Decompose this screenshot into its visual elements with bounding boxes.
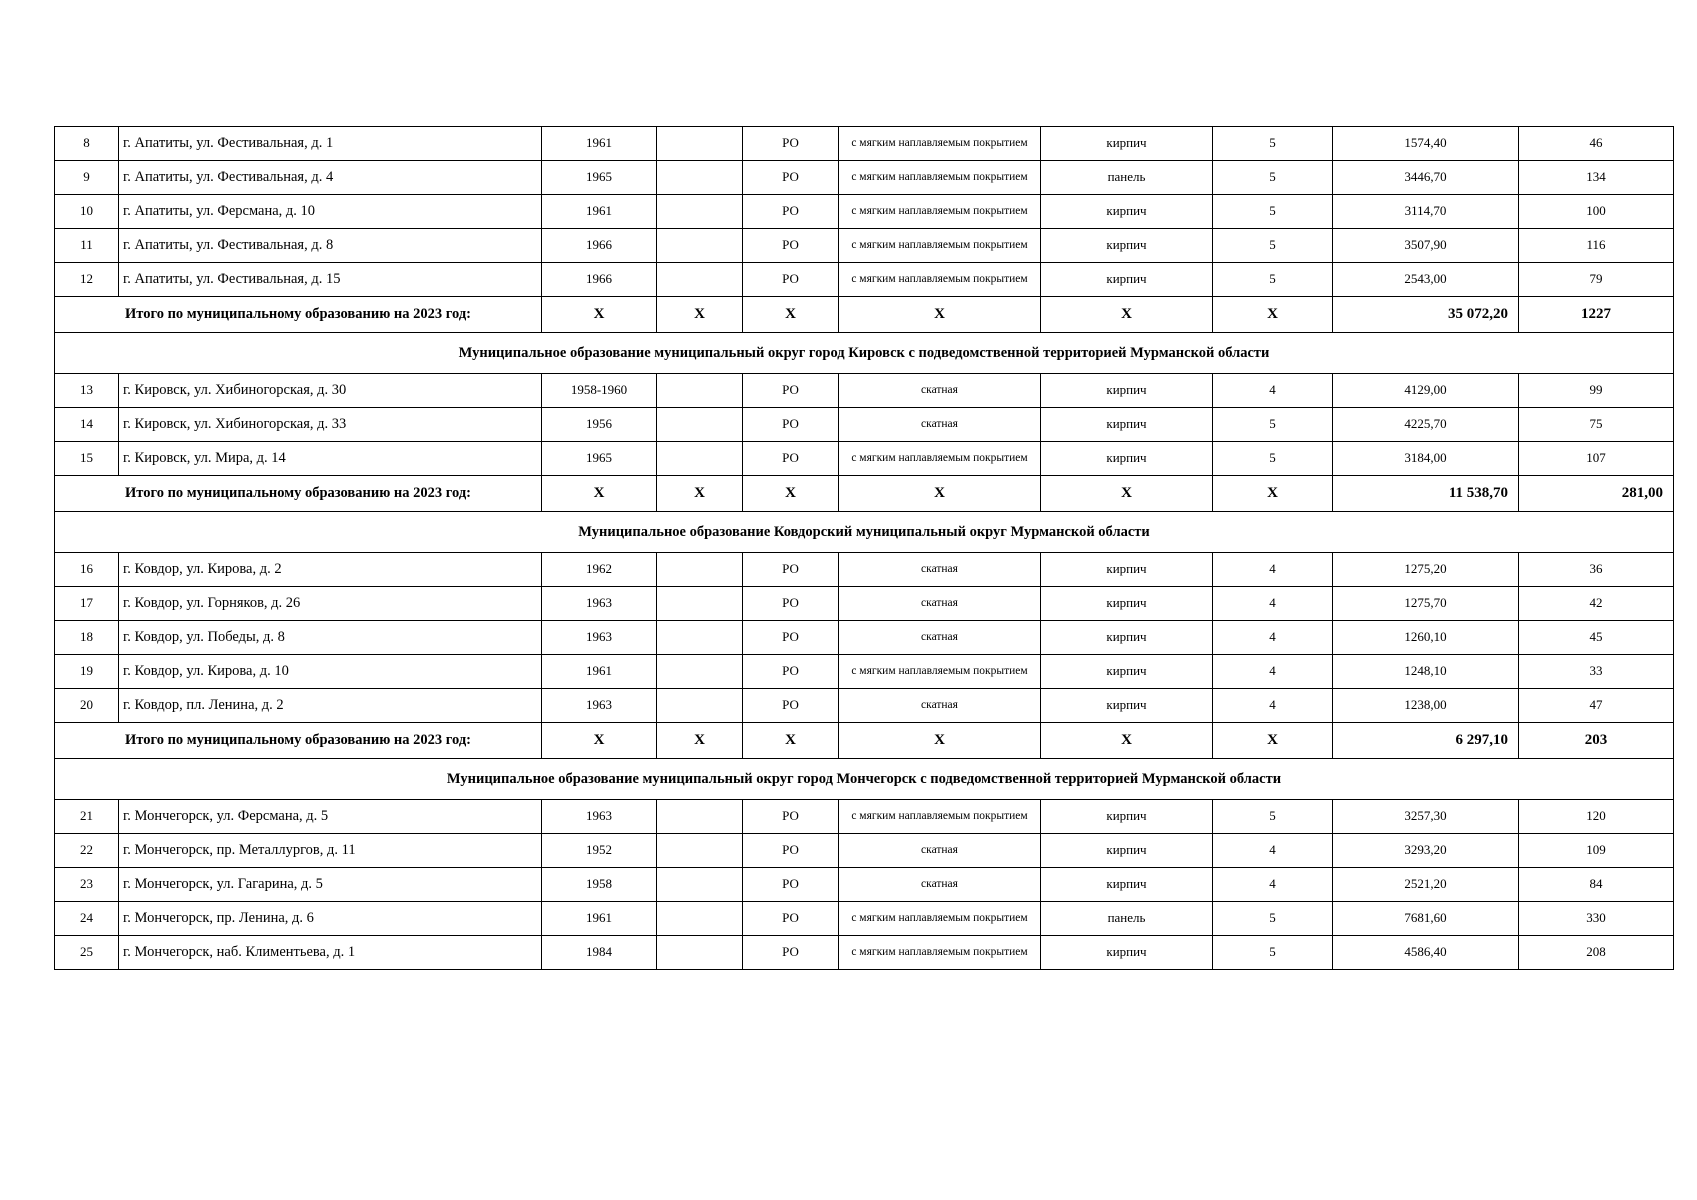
address-cell: г. Ковдор, ул. Победы, д. 8 (119, 621, 542, 655)
row-number-cell: 10 (55, 195, 119, 229)
roof-type-cell: скатная (839, 587, 1041, 621)
roof-type-cell: скатная (839, 553, 1041, 587)
area-cell: 7681,60 (1333, 902, 1519, 936)
address-cell: г. Мончегорск, пр. Ленина, д. 6 (119, 902, 542, 936)
section-title: Муниципальное образование муниципальный округ город Кировск с подведомственной территорией Мурманской области (55, 333, 1674, 374)
roof-type-cell: с мягким наплавляемым покрытием (839, 442, 1041, 476)
wall-material-cell: кирпич (1041, 553, 1213, 587)
section-title: Муниципальное образование муниципальный округ город Мончегорск с подведомственной территорией Мурманской области (55, 759, 1674, 800)
total-x-cell: X (542, 476, 657, 512)
table-row (55, 587, 1674, 621)
address-cell: г. Апатиты, ул. Ферсмана, д. 10 (119, 195, 542, 229)
row-number-cell: 23 (55, 868, 119, 902)
table-row (55, 229, 1674, 263)
roof-type-cell: с мягким наплавляемым покрытием (839, 127, 1041, 161)
roof-type-cell: скатная (839, 689, 1041, 723)
total-x-cell: X (743, 476, 839, 512)
floors-cell: 5 (1213, 800, 1333, 834)
floors-cell: 5 (1213, 195, 1333, 229)
table-row (55, 834, 1674, 868)
roof-type-cell: скатная (839, 374, 1041, 408)
empty-cell (657, 621, 743, 655)
wall-material-cell: панель (1041, 161, 1213, 195)
roof-type-cell: скатная (839, 834, 1041, 868)
table-row (55, 621, 1674, 655)
total-row (55, 297, 1674, 333)
row-number-cell: 15 (55, 442, 119, 476)
area-cell: 3257,30 (1333, 800, 1519, 834)
area-cell: 3114,70 (1333, 195, 1519, 229)
total-x-cell: X (657, 297, 743, 333)
address-cell: г. Мончегорск, ул. Гагарина, д. 5 (119, 868, 542, 902)
table-row (55, 374, 1674, 408)
year-cell: 1966 (542, 263, 657, 297)
floors-cell: 5 (1213, 442, 1333, 476)
wall-material-cell: кирпич (1041, 127, 1213, 161)
total-x-cell: X (657, 476, 743, 512)
area-cell: 3446,70 (1333, 161, 1519, 195)
address-cell: г. Мончегорск, наб. Климентьева, д. 1 (119, 936, 542, 970)
total-x-cell: X (542, 297, 657, 333)
total-area-cell: 11 538,70 (1333, 476, 1519, 512)
method-cell: РО (743, 587, 839, 621)
row-number-cell: 19 (55, 655, 119, 689)
roof-type-cell: скатная (839, 868, 1041, 902)
table-row (55, 408, 1674, 442)
year-cell: 1963 (542, 621, 657, 655)
residents-cell: 36 (1519, 553, 1674, 587)
row-number-cell: 24 (55, 902, 119, 936)
method-cell: РО (743, 689, 839, 723)
area-cell: 4586,40 (1333, 936, 1519, 970)
residents-cell: 109 (1519, 834, 1674, 868)
total-x-cell: X (542, 723, 657, 759)
area-cell: 1275,20 (1333, 553, 1519, 587)
floors-cell: 5 (1213, 127, 1333, 161)
address-cell: г. Кировск, ул. Хибиногорская, д. 30 (119, 374, 542, 408)
roof-type-cell: с мягким наплавляемым покрытием (839, 800, 1041, 834)
row-number-cell: 16 (55, 553, 119, 587)
roof-type-cell: с мягким наплавляемым покрытием (839, 263, 1041, 297)
floors-cell: 4 (1213, 621, 1333, 655)
residents-cell: 84 (1519, 868, 1674, 902)
method-cell: РО (743, 442, 839, 476)
empty-cell (657, 408, 743, 442)
residents-cell: 134 (1519, 161, 1674, 195)
roof-type-cell: с мягким наплавляемым покрытием (839, 902, 1041, 936)
residents-cell: 99 (1519, 374, 1674, 408)
floors-cell: 5 (1213, 902, 1333, 936)
total-x-cell: X (1041, 723, 1213, 759)
section-header-row (55, 512, 1674, 553)
row-number-cell: 12 (55, 263, 119, 297)
method-cell: РО (743, 263, 839, 297)
empty-cell (657, 442, 743, 476)
total-x-cell: X (743, 297, 839, 333)
method-cell: РО (743, 408, 839, 442)
residents-cell: 120 (1519, 800, 1674, 834)
year-cell: 1961 (542, 195, 657, 229)
total-residents-cell: 281,00 (1519, 476, 1674, 512)
wall-material-cell: кирпич (1041, 263, 1213, 297)
section-title: Муниципальное образование Ковдорский муниципальный округ Мурманской области (55, 512, 1674, 553)
empty-cell (657, 195, 743, 229)
row-number-cell: 14 (55, 408, 119, 442)
total-x-cell: X (1213, 723, 1333, 759)
table-row (55, 195, 1674, 229)
method-cell: РО (743, 621, 839, 655)
area-cell: 3507,90 (1333, 229, 1519, 263)
floors-cell: 4 (1213, 655, 1333, 689)
total-label: Итого по муниципальному образованию на 2023 год: (55, 723, 542, 759)
empty-cell (657, 161, 743, 195)
floors-cell: 5 (1213, 263, 1333, 297)
total-label: Итого по муниципальному образованию на 2023 год: (55, 476, 542, 512)
row-number-cell: 25 (55, 936, 119, 970)
address-cell: г. Апатиты, ул. Фестивальная, д. 15 (119, 263, 542, 297)
year-cell: 1963 (542, 800, 657, 834)
table-row (55, 442, 1674, 476)
floors-cell: 4 (1213, 374, 1333, 408)
total-area-cell: 6 297,10 (1333, 723, 1519, 759)
table-row (55, 689, 1674, 723)
empty-cell (657, 800, 743, 834)
method-cell: РО (743, 902, 839, 936)
section-header-row (55, 333, 1674, 374)
address-cell: г. Кировск, ул. Мира, д. 14 (119, 442, 542, 476)
method-cell: РО (743, 195, 839, 229)
year-cell: 1961 (542, 655, 657, 689)
area-cell: 2543,00 (1333, 263, 1519, 297)
wall-material-cell: кирпич (1041, 834, 1213, 868)
total-residents-cell: 1227 (1519, 297, 1674, 333)
floors-cell: 4 (1213, 689, 1333, 723)
empty-cell (657, 127, 743, 161)
table-row (55, 800, 1674, 834)
row-number-cell: 22 (55, 834, 119, 868)
total-x-cell: X (1041, 476, 1213, 512)
address-cell: г. Ковдор, пл. Ленина, д. 2 (119, 689, 542, 723)
wall-material-cell: кирпич (1041, 195, 1213, 229)
address-cell: г. Ковдор, ул. Кирова, д. 2 (119, 553, 542, 587)
year-cell: 1958 (542, 868, 657, 902)
table-row (55, 553, 1674, 587)
table-row (55, 127, 1674, 161)
area-cell: 1248,10 (1333, 655, 1519, 689)
address-cell: г. Апатиты, ул. Фестивальная, д. 4 (119, 161, 542, 195)
area-cell: 3184,00 (1333, 442, 1519, 476)
area-cell: 1260,10 (1333, 621, 1519, 655)
total-label: Итого по муниципальному образованию на 2023 год: (55, 297, 542, 333)
area-cell: 2521,20 (1333, 868, 1519, 902)
method-cell: РО (743, 936, 839, 970)
year-cell: 1966 (542, 229, 657, 263)
row-number-cell: 18 (55, 621, 119, 655)
address-cell: г. Ковдор, ул. Кирова, д. 10 (119, 655, 542, 689)
empty-cell (657, 936, 743, 970)
empty-cell (657, 834, 743, 868)
method-cell: РО (743, 161, 839, 195)
floors-cell: 4 (1213, 834, 1333, 868)
empty-cell (657, 553, 743, 587)
row-number-cell: 11 (55, 229, 119, 263)
residents-cell: 33 (1519, 655, 1674, 689)
method-cell: РО (743, 127, 839, 161)
housing-register-table (54, 126, 1674, 970)
year-cell: 1963 (542, 689, 657, 723)
total-row (55, 723, 1674, 759)
residents-cell: 330 (1519, 902, 1674, 936)
area-cell: 1574,40 (1333, 127, 1519, 161)
empty-cell (657, 229, 743, 263)
residents-cell: 208 (1519, 936, 1674, 970)
address-cell: г. Апатиты, ул. Фестивальная, д. 1 (119, 127, 542, 161)
residents-cell: 116 (1519, 229, 1674, 263)
total-row (55, 476, 1674, 512)
total-x-cell: X (1041, 297, 1213, 333)
area-cell: 4225,70 (1333, 408, 1519, 442)
row-number-cell: 21 (55, 800, 119, 834)
year-cell: 1962 (542, 553, 657, 587)
table-row (55, 655, 1674, 689)
residents-cell: 47 (1519, 689, 1674, 723)
roof-type-cell: с мягким наплавляемым покрытием (839, 229, 1041, 263)
residents-cell: 45 (1519, 621, 1674, 655)
floors-cell: 4 (1213, 868, 1333, 902)
empty-cell (657, 868, 743, 902)
floors-cell: 5 (1213, 161, 1333, 195)
year-cell: 1961 (542, 902, 657, 936)
row-number-cell: 13 (55, 374, 119, 408)
roof-type-cell: скатная (839, 408, 1041, 442)
wall-material-cell: кирпич (1041, 868, 1213, 902)
wall-material-cell: кирпич (1041, 229, 1213, 263)
empty-cell (657, 374, 743, 408)
roof-type-cell: с мягким наплавляемым покрытием (839, 195, 1041, 229)
total-area-cell: 35 072,20 (1333, 297, 1519, 333)
area-cell: 1275,70 (1333, 587, 1519, 621)
address-cell: г. Мончегорск, ул. Ферсмана, д. 5 (119, 800, 542, 834)
row-number-cell: 17 (55, 587, 119, 621)
address-cell: г. Кировск, ул. Хибиногорская, д. 33 (119, 408, 542, 442)
area-cell: 1238,00 (1333, 689, 1519, 723)
row-number-cell: 8 (55, 127, 119, 161)
section-header-row (55, 759, 1674, 800)
empty-cell (657, 689, 743, 723)
total-x-cell: X (839, 476, 1041, 512)
address-cell: г. Ковдор, ул. Горняков, д. 26 (119, 587, 542, 621)
wall-material-cell: кирпич (1041, 689, 1213, 723)
row-number-cell: 20 (55, 689, 119, 723)
method-cell: РО (743, 374, 839, 408)
residents-cell: 100 (1519, 195, 1674, 229)
roof-type-cell: скатная (839, 621, 1041, 655)
area-cell: 3293,20 (1333, 834, 1519, 868)
total-x-cell: X (743, 723, 839, 759)
method-cell: РО (743, 655, 839, 689)
method-cell: РО (743, 868, 839, 902)
floors-cell: 5 (1213, 229, 1333, 263)
table-row (55, 868, 1674, 902)
method-cell: РО (743, 229, 839, 263)
wall-material-cell: кирпич (1041, 374, 1213, 408)
total-x-cell: X (839, 723, 1041, 759)
year-cell: 1963 (542, 587, 657, 621)
method-cell: РО (743, 800, 839, 834)
empty-cell (657, 655, 743, 689)
table-row (55, 936, 1674, 970)
roof-type-cell: с мягким наплавляемым покрытием (839, 936, 1041, 970)
wall-material-cell: кирпич (1041, 655, 1213, 689)
floors-cell: 5 (1213, 408, 1333, 442)
address-cell: г. Мончегорск, пр. Металлургов, д. 11 (119, 834, 542, 868)
total-x-cell: X (1213, 297, 1333, 333)
method-cell: РО (743, 553, 839, 587)
wall-material-cell: кирпич (1041, 587, 1213, 621)
total-residents-cell: 203 (1519, 723, 1674, 759)
year-cell: 1965 (542, 161, 657, 195)
roof-type-cell: с мягким наплавляемым покрытием (839, 655, 1041, 689)
floors-cell: 5 (1213, 936, 1333, 970)
floors-cell: 4 (1213, 587, 1333, 621)
total-x-cell: X (839, 297, 1041, 333)
year-cell: 1958-1960 (542, 374, 657, 408)
address-cell: г. Апатиты, ул. Фестивальная, д. 8 (119, 229, 542, 263)
method-cell: РО (743, 834, 839, 868)
table-row (55, 161, 1674, 195)
empty-cell (657, 587, 743, 621)
roof-type-cell: с мягким наплавляемым покрытием (839, 161, 1041, 195)
table-row (55, 902, 1674, 936)
empty-cell (657, 263, 743, 297)
residents-cell: 75 (1519, 408, 1674, 442)
wall-material-cell: кирпич (1041, 442, 1213, 476)
residents-cell: 107 (1519, 442, 1674, 476)
wall-material-cell: кирпич (1041, 621, 1213, 655)
year-cell: 1984 (542, 936, 657, 970)
wall-material-cell: кирпич (1041, 408, 1213, 442)
floors-cell: 4 (1213, 553, 1333, 587)
year-cell: 1965 (542, 442, 657, 476)
empty-cell (657, 902, 743, 936)
table-row (55, 263, 1674, 297)
residents-cell: 79 (1519, 263, 1674, 297)
row-number-cell: 9 (55, 161, 119, 195)
residents-cell: 42 (1519, 587, 1674, 621)
wall-material-cell: кирпич (1041, 800, 1213, 834)
total-x-cell: X (1213, 476, 1333, 512)
year-cell: 1952 (542, 834, 657, 868)
residents-cell: 46 (1519, 127, 1674, 161)
area-cell: 4129,00 (1333, 374, 1519, 408)
year-cell: 1956 (542, 408, 657, 442)
wall-material-cell: кирпич (1041, 936, 1213, 970)
total-x-cell: X (657, 723, 743, 759)
wall-material-cell: панель (1041, 902, 1213, 936)
year-cell: 1961 (542, 127, 657, 161)
